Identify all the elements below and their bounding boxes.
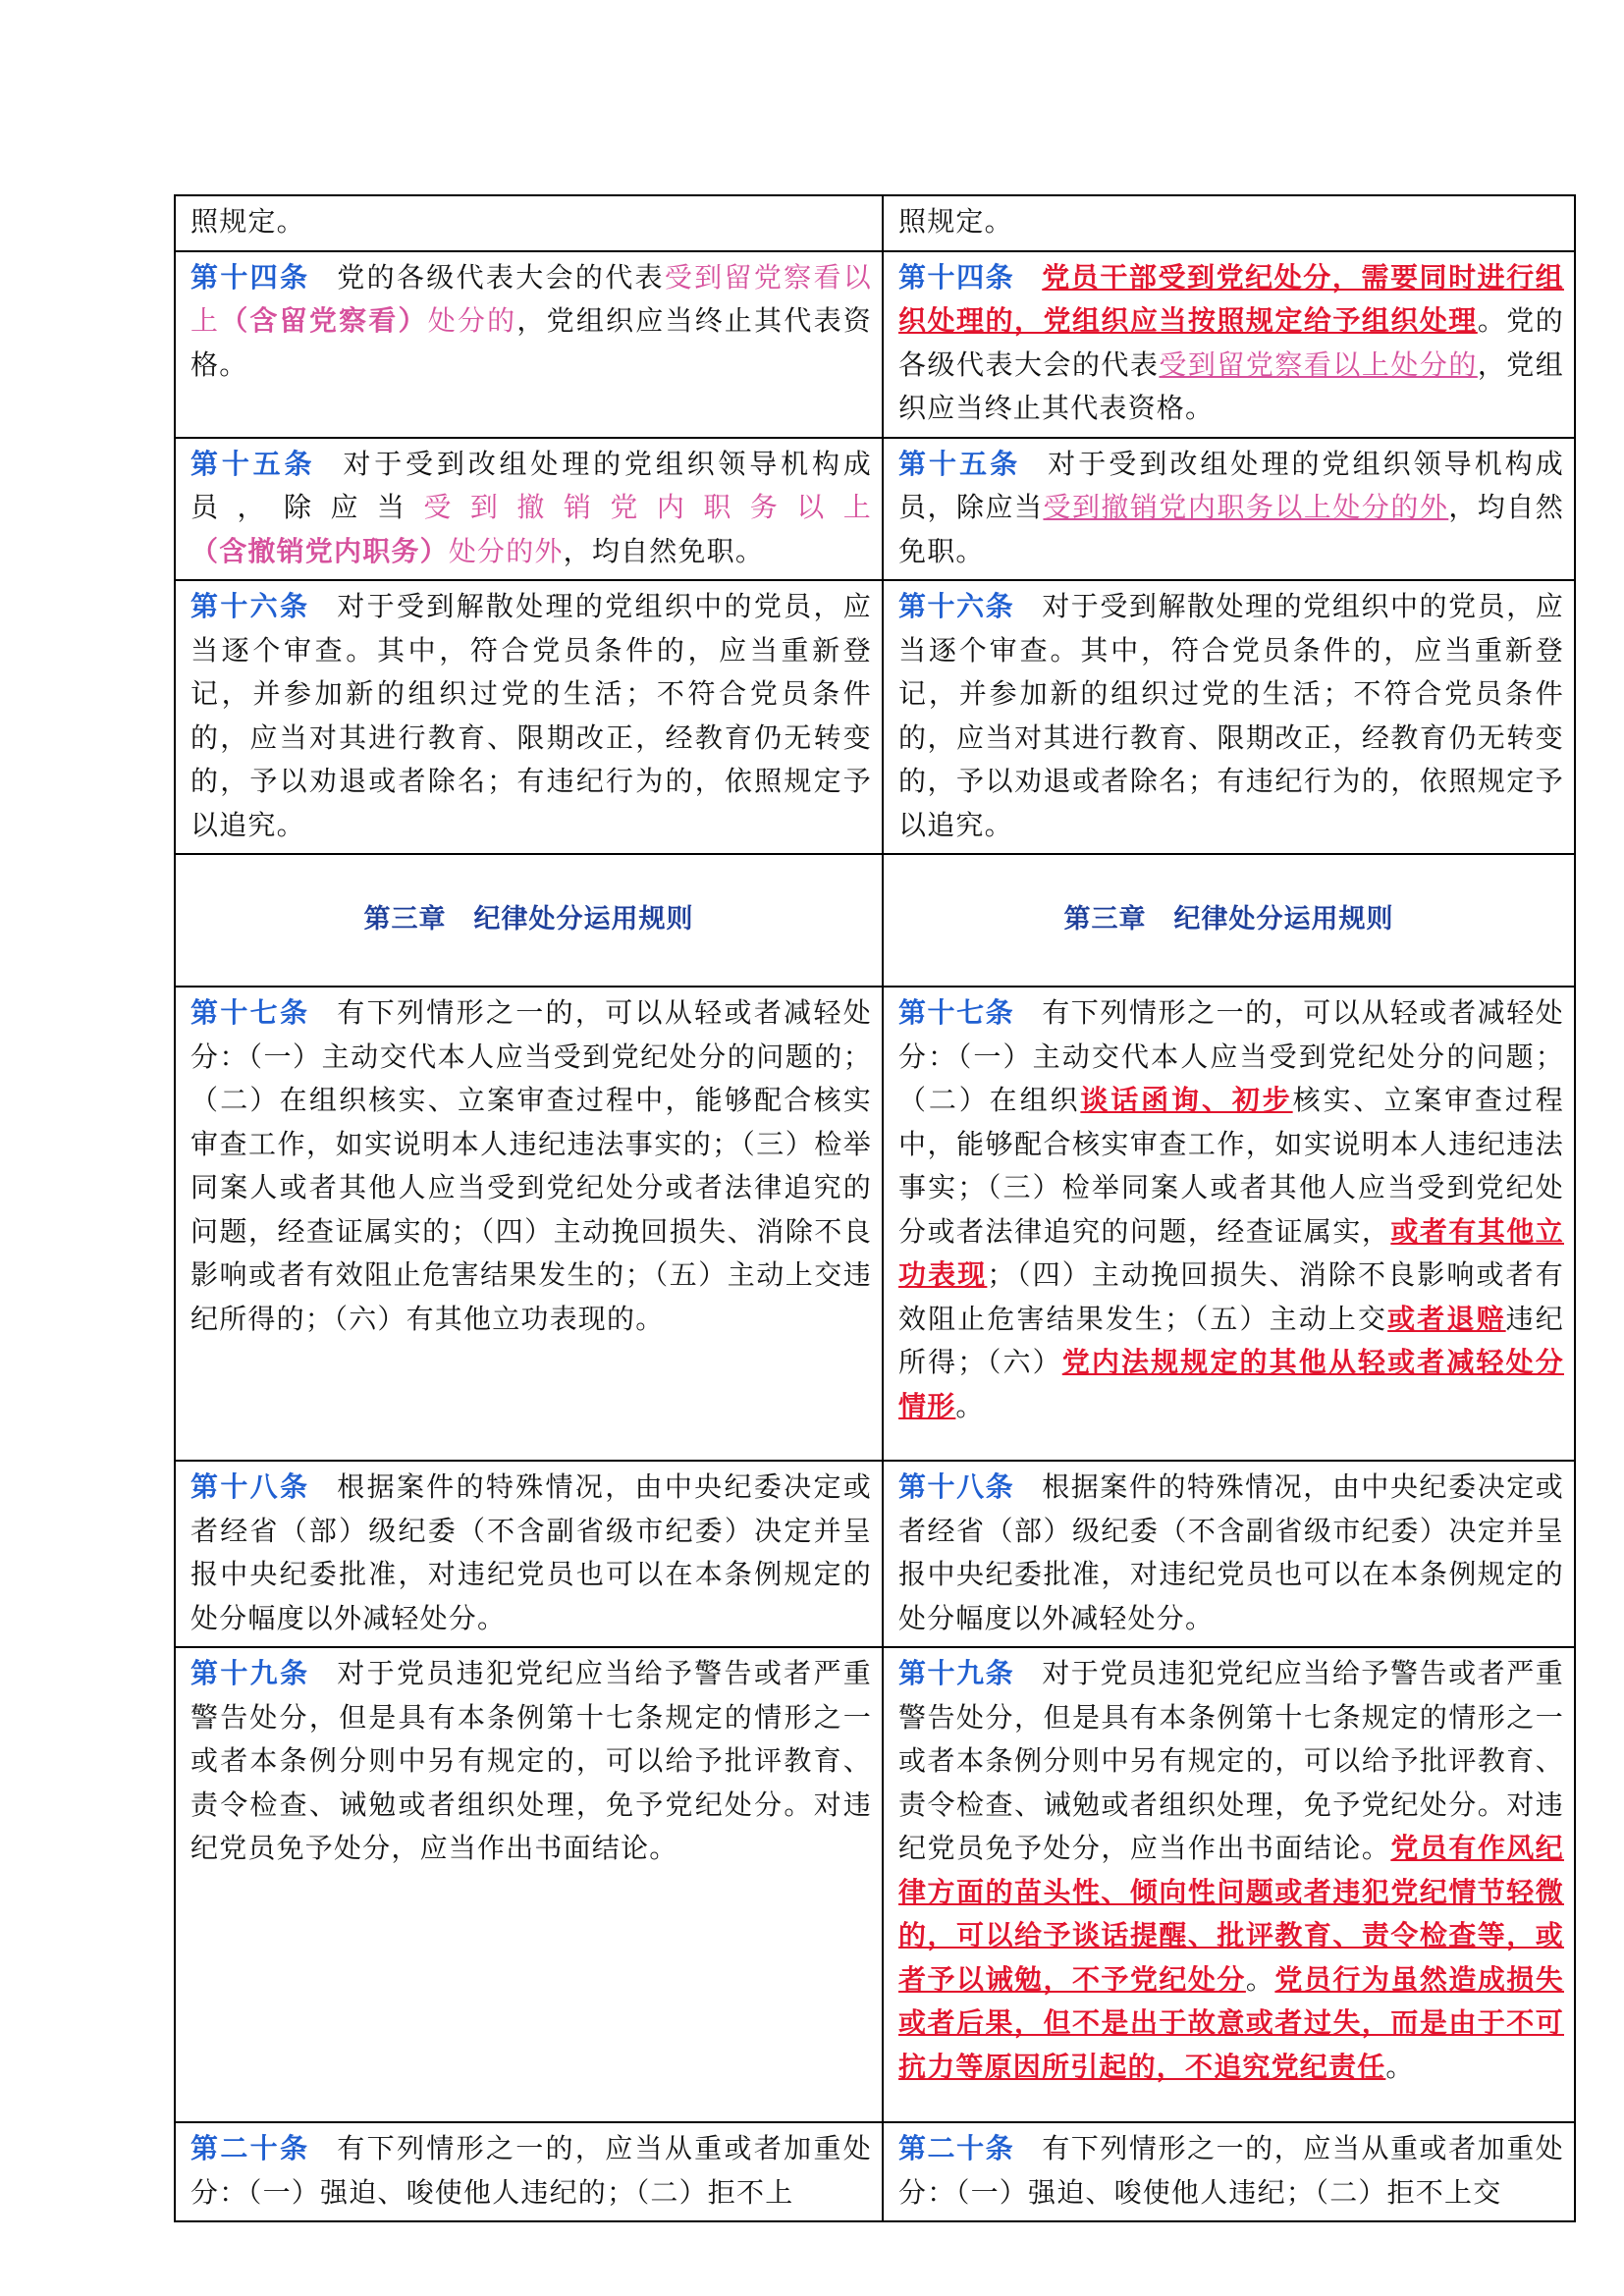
table-row <box>175 195 1575 251</box>
added-text: 党员干部受到党纪处分，需要同时进行组织处理的，党组织应当按照规定给予组织处理 <box>898 260 1564 337</box>
article-number: 第十四条 <box>898 260 1015 294</box>
highlighted-text: 处分的 <box>427 304 517 337</box>
table-row <box>175 438 1575 581</box>
body-text: 违纪所得；（六） <box>898 1302 1564 1378</box>
added-text: 党员有作风纪律方面的苗头性、倾向性问题或者违犯党纪情节轻微的，可以给予谈话提醒、批评教育、责令检查等，或者予以诫勉，不予党纪处分 <box>898 1832 1564 1996</box>
right-cell <box>883 2122 1575 2221</box>
body-text: 对于受到解散处理的党组织中的党员，应当逐个审查。其中，符合党员条件的，应当重新登记，并参加新的组织过党的生活；不符合党员条件的，应当对其进行教育、限期改正，经教育仍无转变的，予以劝退或者除名；有违纪行为的，依照规定予以追究。 <box>898 590 1564 841</box>
article-number: 第十五条 <box>898 447 1021 480</box>
chapter-heading-right <box>883 854 1575 987</box>
body-text: 。党的各级代表大会的代表 <box>898 304 1564 381</box>
body-text: 有下列情形之一的，应当从重或者加重处分：（一）强迫、唆使他人违纪的；（二）拒不上 <box>190 2132 872 2209</box>
body-text: 对于受到改组处理的党组织领导机构成员，除应当 <box>190 447 872 523</box>
body-text: 。 <box>955 1389 985 1422</box>
added-text: 或者有其他立功表现 <box>898 1214 1564 1291</box>
comparison-table <box>174 194 1576 2222</box>
article-number: 第十六条 <box>190 590 310 622</box>
chapter-title: 第三章 纪律处分运用规则 <box>1063 904 1394 935</box>
right-cell <box>883 195 1575 251</box>
added-text: 党内法规规定的其他从轻或者减轻处分情形 <box>898 1346 1564 1422</box>
article-number: 第十九条 <box>898 1657 1015 1689</box>
left-cell <box>175 438 883 581</box>
body-text: 对于受到改组处理的党组织领导机构成员，除应当 <box>898 447 1564 523</box>
article-number: 第十六条 <box>898 590 1015 622</box>
table-row <box>175 1461 1575 1647</box>
table-row <box>175 580 1575 854</box>
table-row <box>175 2122 1575 2221</box>
highlighted-text: （含撤销党内职务） <box>190 534 449 567</box>
chapter-title: 第三章 纪律处分运用规则 <box>363 904 694 935</box>
body-text: ，党组织应当终止其代表资格。 <box>898 347 1564 424</box>
right-cell <box>883 1461 1575 1647</box>
article-number: 第十八条 <box>898 1470 1015 1503</box>
article-number: 第十五条 <box>190 447 316 480</box>
body-text: 有下列情形之一的，可以从轻或者减轻处分：（一）主动交代本人应当受到党纪处分的问题的；（二）在组织核实、立案审查过程中，能够配合核实审查工作，如实说明本人违纪违法事实的；（三）检举同案人或者其他人应当受到党纪处分或者法律追究的问题，经查证属实的；（四）主动挽回损失、消除不良影响或者有效阻止危害结果发生的；（五）主动上交违纪所得的；（六）有其他立功表现的。 <box>190 996 872 1335</box>
revised-text: 受到留党察看以上处分的 <box>1159 347 1478 381</box>
highlighted-text: 处分的外 <box>448 534 564 567</box>
added-text: 或者退赔 <box>1387 1302 1506 1335</box>
left-cell <box>175 1461 883 1647</box>
body-text: 对于受到解散处理的党组织中的党员，应当逐个审查。其中，符合党员条件的，应当重新登记，并参加新的组织过党的生活；不符合党员条件的，应当对其进行教育、限期改正，经教育仍无转变的，予以劝退或者除名；有违纪行为的，依照规定予以追究。 <box>190 590 872 841</box>
right-cell <box>883 251 1575 438</box>
body-text: 。 <box>1385 2050 1415 2083</box>
left-cell <box>175 195 883 251</box>
table-row <box>175 251 1575 438</box>
article-number: 第二十条 <box>190 2132 310 2164</box>
added-text: 谈话函询、初步 <box>1080 1084 1293 1116</box>
chapter-row <box>175 854 1575 987</box>
revised-text: 受到撤销党内职务以上处分的外 <box>1043 491 1449 523</box>
body-text: ，均自然免职。 <box>563 534 765 567</box>
article-number: 第十四条 <box>190 260 310 294</box>
body-text: 有下列情形之一的，应当从重或者加重处分：（一）强迫、唆使他人违纪；（二）拒不上交 <box>898 2132 1564 2209</box>
left-cell <box>175 1647 883 2122</box>
body-text: 对于党员违犯党纪应当给予警告或者严重警告处分，但是具有本条例第十七条规定的情形之一或者本条例分则中另有规定的，可以给予批评教育、责令检查、诫勉或者组织处理，免予党纪处分。对违纪党员免予处分，应当作出书面结论。 <box>190 1657 872 1864</box>
left-cell <box>175 987 883 1461</box>
left-cell <box>175 580 883 854</box>
body-text: 。 <box>1245 1962 1275 1996</box>
body-text: 照规定。 <box>190 205 305 238</box>
table-row <box>175 1647 1575 2122</box>
body-text: 核实、立案审查过程中，能够配合核实审查工作，如实说明本人违纪违法事实；（三）检举同案人或者其他人应当受到党纪处分或者法律追究的问题，经查证属实， <box>898 1084 1564 1248</box>
article-number: 第十八条 <box>190 1470 310 1503</box>
right-cell <box>883 987 1575 1461</box>
body-text: ，党组织应当终止其代表资格。 <box>190 304 872 381</box>
chapter-heading-left <box>175 854 883 987</box>
highlighted-text: （含留党察看） <box>220 304 428 337</box>
body-text: ，均自然免职。 <box>898 491 1564 567</box>
body-text: 对于党员违犯党纪应当给予警告或者严重警告处分，但是具有本条例第十七条规定的情形之一或者本条例分则中另有规定的，可以给予批评教育、责令检查、诫勉或者组织处理，免予党纪处分。对违纪党员免予处分，应当作出书面结论。 <box>898 1657 1564 1864</box>
body-text: 根据案件的特殊情况，由中央纪委决定或者经省（部）级纪委（不含副省级市纪委）决定并呈报中央纪委批准，对违纪党员也可以在本条例规定的处分幅度以外减轻处分。 <box>190 1470 872 1634</box>
article-number: 第十七条 <box>190 996 310 1029</box>
body-text: 照规定。 <box>898 205 1013 238</box>
highlighted-text: 受到留党察看以上 <box>190 260 872 337</box>
right-cell <box>883 438 1575 581</box>
left-cell <box>175 251 883 438</box>
right-cell <box>883 580 1575 854</box>
added-text: 党员行为虽然造成损失或者后果，但不是出于故意或者过失，而是由于不可抗力等原因所引起的，不追究党纪责任 <box>898 1962 1564 2083</box>
left-cell <box>175 2122 883 2221</box>
body-text: 根据案件的特殊情况，由中央纪委决定或者经省（部）级纪委（不含副省级市纪委）决定并呈报中央纪委批准，对违纪党员也可以在本条例规定的处分幅度以外减轻处分。 <box>898 1470 1564 1634</box>
article-number: 第十七条 <box>898 996 1015 1029</box>
article-number: 第二十条 <box>898 2132 1015 2164</box>
body-text: ；（四）主动挽回损失、消除不良影响或者有效阻止危害结果发生；（五）主动上交 <box>898 1258 1564 1335</box>
highlighted-text: 受到撤销党内职务以上 <box>423 491 872 523</box>
body-text: 有下列情形之一的，可以从轻或者减轻处分：（一）主动交代本人应当受到党纪处分的问题；（二）在组织 <box>898 996 1564 1116</box>
right-cell <box>883 1647 1575 2122</box>
body-text: 党的各级代表大会的代表 <box>337 260 665 294</box>
table-row <box>175 987 1575 1461</box>
article-number: 第十九条 <box>190 1657 310 1689</box>
